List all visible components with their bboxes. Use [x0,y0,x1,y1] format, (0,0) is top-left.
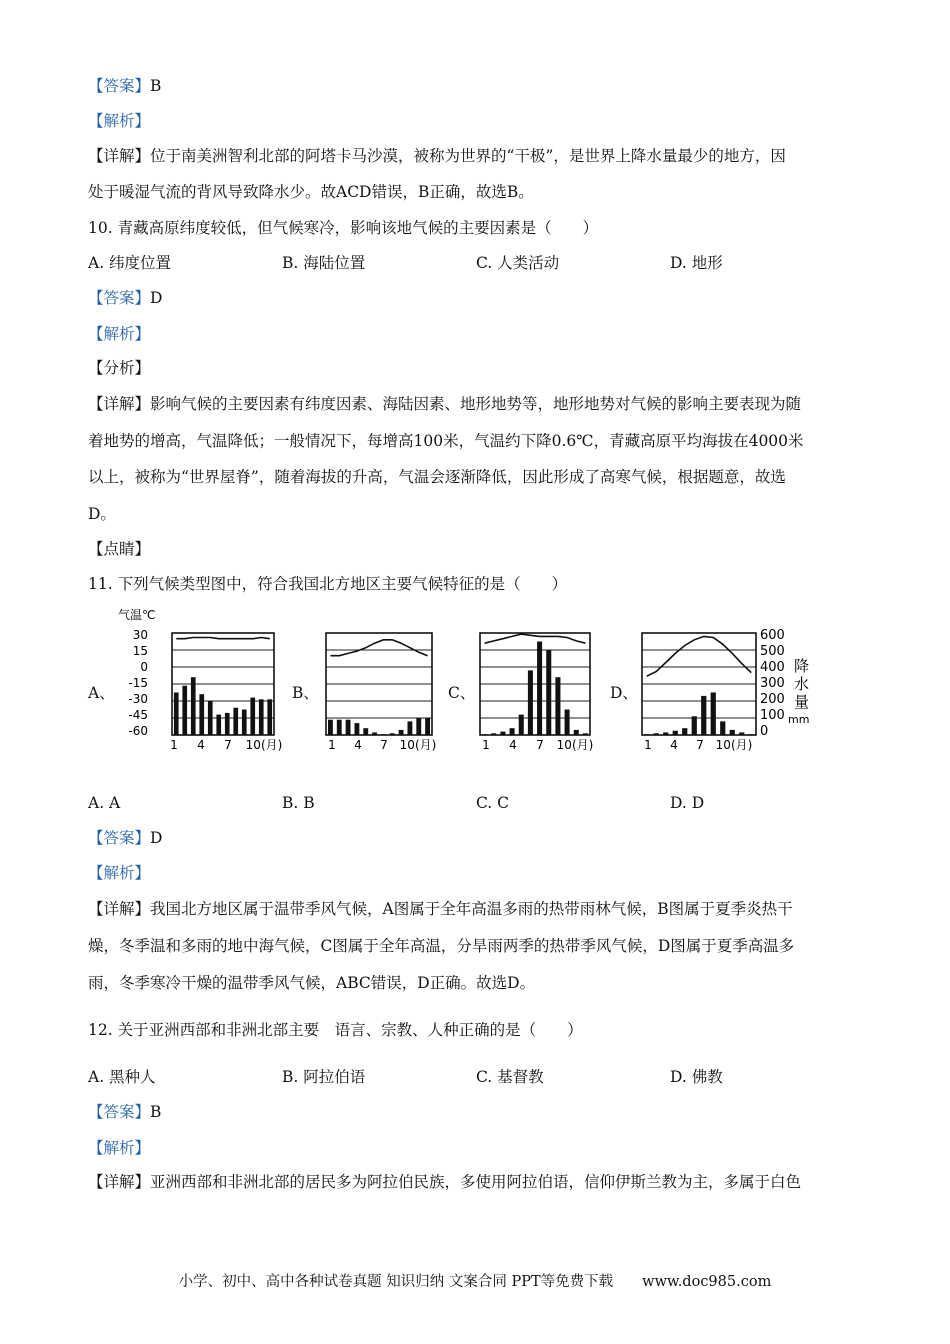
precip-tick: 0 [760,724,769,739]
precip-bar [267,699,272,735]
answer-tag: 【答案】 [88,289,151,307]
precip-bar [363,728,368,735]
precip-bar [482,734,487,735]
analysis-tag: 【解析】 [88,1139,151,1157]
precip-bar [416,718,421,735]
answer-tag: 【答案】 [88,829,151,847]
detail-tag: 【详解】 [88,395,151,413]
q9-analysis-line [88,111,150,131]
q10-answer: D [150,289,163,307]
month-tick: 4 [197,738,205,752]
month-tick: 1 [482,738,490,752]
precip-tick: 400 [760,660,785,675]
chart-label-c: C、 [448,684,476,702]
precip-bar [191,677,196,735]
temp-tick: 15 [132,644,148,658]
q9-answer: B [150,77,162,95]
page-footer: 小学、初中、高中各种试卷真题 知识归纳 文案合同 PPT等免费下载 www.doc985.com [178,1274,772,1290]
precip-bar [372,732,377,735]
precip-bar [701,696,706,735]
precip-bar [519,715,524,735]
q11-answer: D [150,829,163,847]
precip-bar [654,733,659,735]
x-ticks [644,738,752,752]
analysis-tag: 【解析】 [88,112,151,130]
precip-bar [390,733,395,735]
precip-bar [565,710,570,736]
q11-option-d: D. D [670,794,705,812]
precip-bar [491,733,496,735]
month-tick: 1 [170,738,178,752]
temp-axis-title: 气温℃ [118,608,156,622]
climate-chart-b [318,603,448,753]
q10-detail-line2: 着地势的增高，气温降低；一般情况下，每增高100米，气温约下降0.6℃，青藏高原平均海拔在4000米 [88,432,804,450]
month-tick: 7 [380,738,388,752]
precip-bar [233,708,238,735]
month-tick: 1 [644,738,652,752]
precip-bar [208,701,213,735]
q12-option-a: A. 黑种人 [88,1068,156,1086]
q12-answer: B [150,1103,162,1121]
precip-title-char: 降 [794,657,810,675]
precip-bar [174,693,179,736]
precip-bar [711,693,716,736]
precip-title-char: 水 [794,675,810,693]
precip-tick: 100 [760,708,785,723]
precip-bar [242,710,247,736]
precip-bar [663,732,668,735]
precip-bar [182,686,187,735]
q10-option-a: A. 纬度位置 [88,254,172,272]
q10-detail-line3: 以上，被称为“世界屋脊”，随着海拔的升高，气温会逐渐降低，因此形成了高寒气候，根据题意，故选 [88,468,786,486]
q11-option-c: C. C [476,794,510,812]
q10-analysis-line [88,324,150,344]
q10-fenxi-line: 【分析】 [88,359,151,377]
precip-tick: 300 [760,676,785,691]
q12-detail-line1 [88,1172,801,1192]
left-ticks [128,628,148,738]
answer-tag: 【答案】 [88,1103,151,1121]
q11-stem: 11. 下列气候类型图中，符合我国北方地区主要气候特征的是（ ） [88,575,568,593]
q11-detail-line2: 燥，冬季温和多雨的地中海气候，C图属于全年高温，分旱雨两季的热带季风气候，D图属于夏季高温多 [88,937,795,955]
temp-tick: -45 [128,708,148,722]
precip-bar [528,670,533,735]
temperature-line [176,638,269,639]
temp-tick: -60 [128,724,148,738]
q10-dianjing-line: 【点睛】 [88,540,151,558]
temperature-line [647,636,752,676]
precip-bar [225,713,230,735]
temperature-line [330,640,427,656]
q11-detail-text1: 我国北方地区属于温带季风气候，A图属于全年高温多雨的热带雨林气候，B图属于夏季炎热干 [150,900,793,918]
q10-detail-line1 [88,394,801,414]
precip-axis-title [788,657,809,726]
climate-chart-a [112,603,292,753]
precip-bar [381,734,386,735]
precip-bar [407,721,412,735]
q9-detail-line2: 处于暖湿气流的背风导致降水少。故ACD错误，B正确，故选B。 [88,183,534,201]
climate-chart-c [472,603,607,753]
precip-tick: 600 [760,628,785,643]
temperature-line [485,634,586,643]
precip-tick: 200 [760,692,785,707]
month-tick: 4 [509,738,517,752]
month-tick: 7 [224,738,232,752]
precip-tick: 500 [760,644,785,659]
q11-detail-line3: 雨，冬季寒冷干燥的温带季风气候，ABC错误，D正确。故选D。 [88,974,536,992]
detail-tag: 【详解】 [88,1173,151,1191]
x-ticks [170,738,282,752]
precip-bar [500,732,505,735]
q12-answer-line [88,1102,161,1122]
analysis-tag: 【解析】 [88,325,151,343]
month-tick: 4 [670,738,678,752]
q11-option-a: A. A [88,794,121,812]
precip-bar [537,642,542,736]
q10-option-c: C. 人类活动 [476,254,560,272]
q12-option-d: D. 佛教 [670,1068,723,1086]
precip-bar [749,734,754,735]
precip-bar [216,715,221,735]
chart-label-d: D、 [610,684,638,702]
temp-tick: -15 [128,676,148,690]
precip-bar [673,731,678,735]
climate-chart-d [634,603,834,753]
q10-detail-text1: 影响气候的主要因素有纬度因素、海陆因素、地形地势等，地形地势对气候的影响主要表现为随 [150,395,802,413]
right-ticks [760,628,785,739]
precip-bar [250,698,255,735]
temp-tick: -30 [128,692,148,706]
precip-bar [399,730,404,735]
q12-detail-text1: 亚洲西部和非洲北部的居民多为阿拉伯民族，多使用阿拉伯语，信仰伊斯兰教为主，多属于白色 [150,1173,802,1191]
q11-detail-line1 [88,899,793,919]
precip-bar [555,677,560,735]
q11-option-b: B. B [282,794,315,812]
precip-bar [574,730,579,735]
precip-bar [546,650,551,735]
precip-bar [425,718,430,735]
temp-tick: 30 [132,628,148,642]
x-ticks [328,738,436,752]
analysis-tag: 【解析】 [88,864,151,882]
q10-option-d: D. 地形 [670,254,723,272]
precip-bar [739,732,744,735]
precip-bar [720,721,725,735]
month-tick: 7 [536,738,544,752]
precip-title-char: 量 [794,693,810,711]
q12-option-b: B. 阿拉伯语 [282,1068,366,1086]
chart-label-b: B、 [292,684,319,702]
q12-option-c: C. 基督教 [476,1068,544,1086]
answer-tag: 【答案】 [88,77,151,95]
precip-bar [328,720,333,735]
q10-answer-line [88,288,162,308]
precip-bar [510,728,515,735]
q11-answer-line [88,828,162,848]
precip-bar [692,716,697,735]
precip-bar [199,694,204,735]
precip-bar [730,730,735,735]
month-tick: 10(月) [715,738,753,752]
q10-stem: 10. 青藏高原纬度较低，但气候寒冷，影响该地气候的主要因素是（ ） [88,219,599,237]
precip-bar [644,734,649,735]
month-tick: 10(月) [245,738,283,752]
x-ticks [482,738,593,752]
q9-answer-line [88,76,161,96]
detail-tag: 【详解】 [88,147,151,165]
precip-bar [259,699,264,735]
precip-bar [346,720,351,735]
chart-label-a: A、 [88,684,115,702]
q12-stem: 12. 关于亚洲西部和非洲北部主要 语言、宗教、人种正确的是（ ） [88,1021,583,1039]
precip-bar [682,728,687,735]
q9-detail-text1: 位于南美洲智利北部的阿塔卡马沙漠，被称为世界的“干极”，是世界上降水量最少的地方，因 [150,147,786,165]
month-tick: 10(月) [556,738,594,752]
temp-tick: 0 [140,660,148,674]
q12-analysis-line [88,1138,150,1158]
month-tick: 4 [354,738,362,752]
month-tick: 7 [696,738,704,752]
q11-analysis-line [88,863,150,883]
q10-detail-line4: D。 [88,505,116,523]
q10-option-b: B. 海陆位置 [282,254,366,272]
q9-detail-line1 [88,146,786,166]
detail-tag: 【详解】 [88,900,151,918]
precip-bar [583,733,588,735]
precip-unit: mm [788,713,810,726]
month-tick: 10(月) [399,738,437,752]
month-tick: 1 [328,738,336,752]
precip-bar [337,720,342,735]
precip-bar [354,723,359,735]
